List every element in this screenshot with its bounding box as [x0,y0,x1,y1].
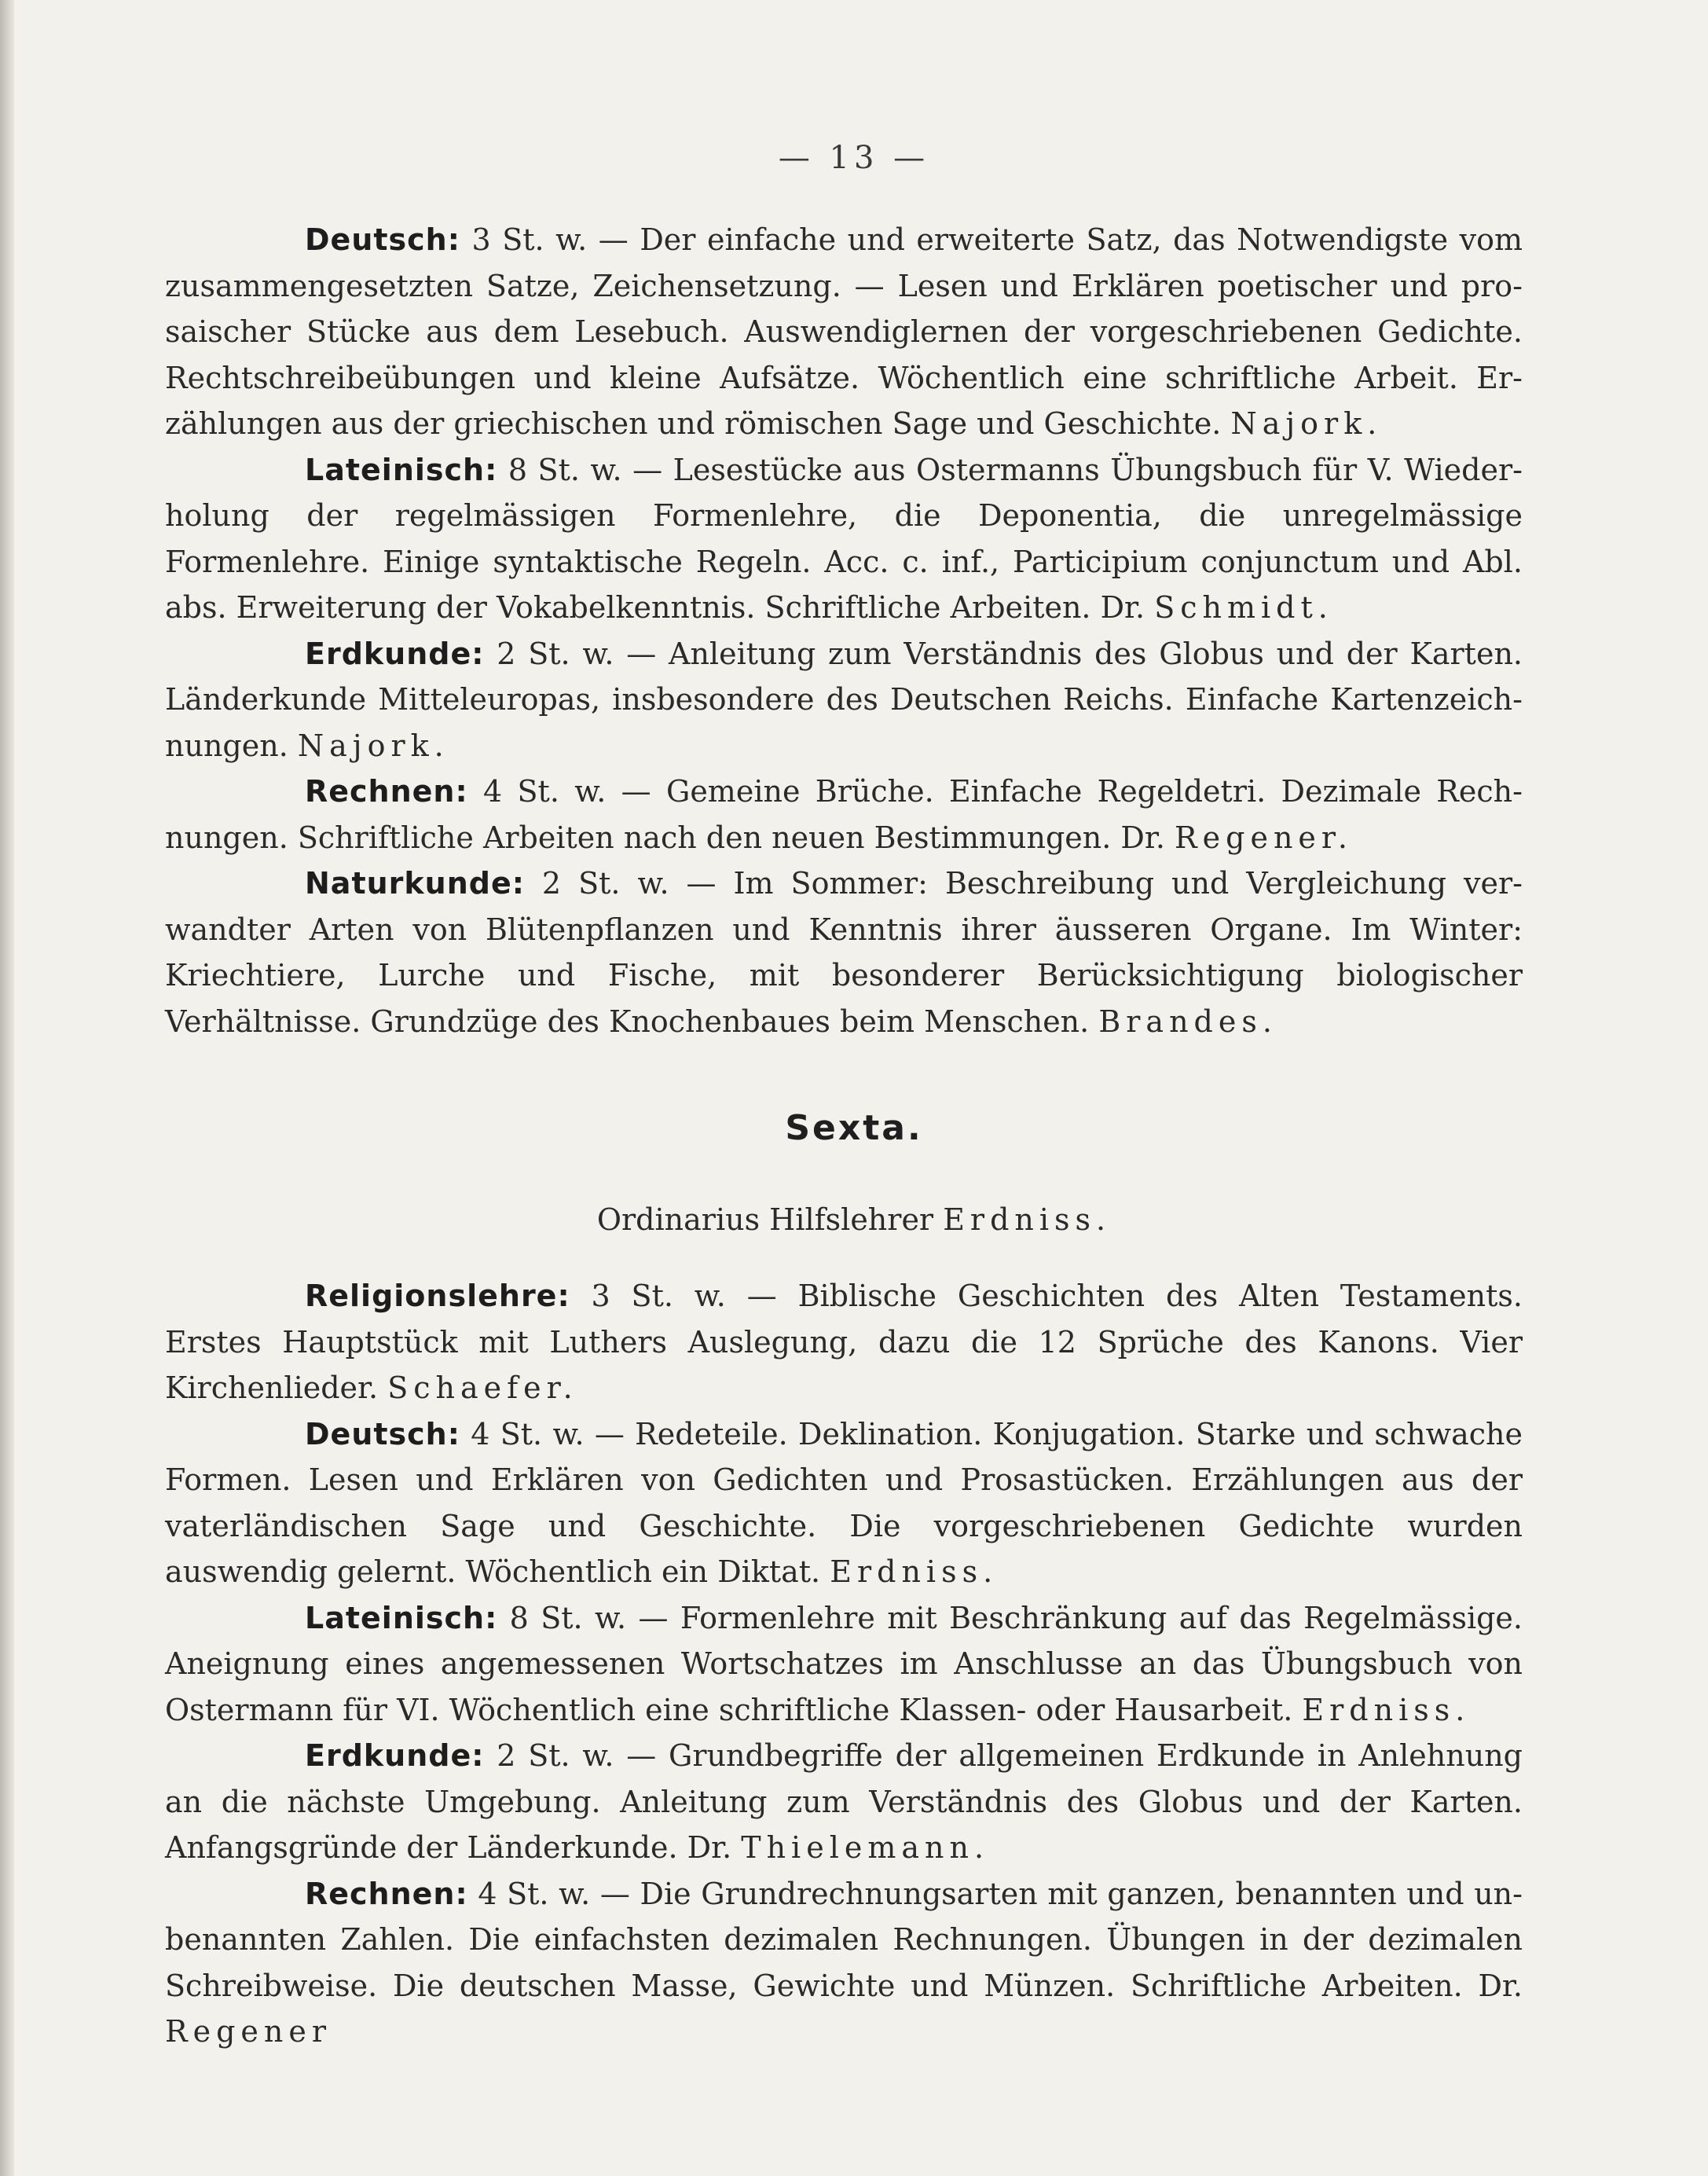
paragraph-text: 2 St. w. — Grundbegriffe der allgemeinen Erdkunde in Anlehnung an die nächste Umgebung. Anleitung zum Verständnis des Globus und der Karten. Anfangsgründe der Länderkunde. Dr. [165,1738,1523,1865]
ordinarius-line [0,1202,1708,1237]
ordinarius-prefix: Ordinarius Hilfslehrer [596,1202,944,1237]
subject-heading: Rechnen: [305,774,468,809]
teacher-name: Schaefer. [387,1371,578,1405]
ordinarius-name: Erdniss. [943,1202,1112,1237]
paragraph-text: 2 St. w. — Anleitung zum Verständnis des Globus und der Karten. Länderkunde Mitteleuropas, insbesondere des Deutschen Reichs. Einfache Kartenzeichnungen. [165,636,1523,763]
paragraph-religionslehre [165,1273,1523,1411]
paragraph-text: 4 St. w. — Die Grundrechnungsarten mit ganzen, benannten und unbenannten Zahlen. Die einfachsten dezimalen Rechnungen. Übungen in der dezimalen Schreibweise. Die deutschen Masse, Gewichte und Münzen. Schriftliche Arbeiten. Dr. [165,1876,1523,2003]
paragraph-text: 8 St. w. — Lesestücke aus Ostermanns Übungsbuch für V. Wiederholung der regelmässigen Formenlehre, die Deponentia, die unregelmässige Formenlehre. Einige syntaktische Regeln. Acc. c. inf., Participium conjunctum und Abl. abs. Erweiterung der Vokabelkenntnis. Schriftliche Arbeiten. Dr. [165,452,1523,625]
teacher-name: Erdniss. [830,1554,999,1589]
teacher-name: Brandes. [1098,1004,1277,1039]
subject-heading: Erdkunde: [305,1738,485,1773]
curriculum-block-sexta [165,1273,1523,2055]
teacher-name: Erdniss. [1302,1692,1471,1727]
paragraph-erdkunde [165,1733,1523,1871]
paragraph-text: 3 St. w. — Der einfache und erweiterte Satz, das Notwendigste vom zusammengesetzten Satze, Zeichensetzung. — Lesen und Erklären poetischer und prosaischer Stücke aus dem Lesebuch. Auswendiglernen der vorgeschriebenen Gedichte. Rechtschreibeübungen und kleine Aufsätze. Wöchentlich eine schriftliche Arbeit. Erzählungen aus der griechischen und römischen Sage und Geschichte. [165,222,1523,441]
teacher-name: Najork. [297,728,449,763]
subject-heading: Rechnen: [305,1876,468,1911]
subject-heading: Lateinisch: [305,1600,498,1635]
paragraph-deutsch [165,217,1523,447]
teacher-name: Thielemann. [741,1830,990,1865]
paragraph-rechnen [165,769,1523,860]
paragraph-deutsch [165,1411,1523,1595]
curriculum-block-quinta [165,217,1523,1044]
paragraph-naturkunde [165,860,1523,1044]
paragraph-erdkunde [165,631,1523,769]
paragraph-text: 4 St. w. — Redeteile. Deklination. Konjugation. Starke und schwache Formen. Lesen und Erklären von Gedichten und Prosastücken. Erzählungen aus der vaterländischen Sage und Geschichte. Die vorgeschriebenen Gedichte wurden auswendig gelernt. Wöchentlich ein Diktat. [165,1416,1523,1589]
teacher-name: Regener [165,2014,332,2049]
paragraph-rechnen [165,1871,1523,2055]
page-edge-shadow [0,0,14,2176]
paragraph-text: 4 St. w. — Gemeine Brüche. Einfache Regeldetri. Dezimale Rechnungen. Schriftliche Arbeiten nach den neuen Bestimmungen. Dr. [165,774,1523,855]
paragraph-lateinisch [165,447,1523,631]
subject-heading: Erdkunde: [305,636,485,671]
paragraph-text: 2 St. w. — Im Sommer: Beschreibung und Vergleichung verwandter Arten von Blütenpflanzen und Kenntnis ihrer äusseren Organe. Im Winter: Kriechtiere, Lurche und Fische, mit besonderer Berücksichtigung biologischer Verhältnisse. Grundzüge des Knochenbaues beim Menschen. [165,866,1523,1039]
subject-heading: Deutsch: [305,222,460,257]
subject-heading: Lateinisch: [305,452,498,487]
teacher-name: Regener. [1175,820,1353,855]
teacher-name: Najork. [1230,406,1383,441]
paragraph-lateinisch [165,1595,1523,1734]
section-title-sexta: Sexta. [785,1108,923,1148]
paragraph-text: 3 St. w. — Biblische Geschichten des Alten Testaments. Erstes Hauptstück mit Luthers Auslegung, dazu die 12 Sprüche des Kanons. Vier Kirchenlieder. [165,1279,1523,1405]
paragraph-text: 8 St. w. — Formenlehre mit Beschränkung auf das Regelmässige. Aneignung eines angemessenen Wortschatzes im Anschlusse an das Übungsbuch von Ostermann für VI. Wöchentlich eine schriftliche Klassen- oder Hausarbeit. [165,1600,1523,1727]
subject-heading: Religionslehre: [305,1279,570,1313]
page-number: — 13 — [778,140,930,176]
subject-heading: Naturkunde: [305,866,525,901]
subject-heading: Deutsch: [305,1416,460,1451]
teacher-name: Schmidt. [1154,590,1333,625]
